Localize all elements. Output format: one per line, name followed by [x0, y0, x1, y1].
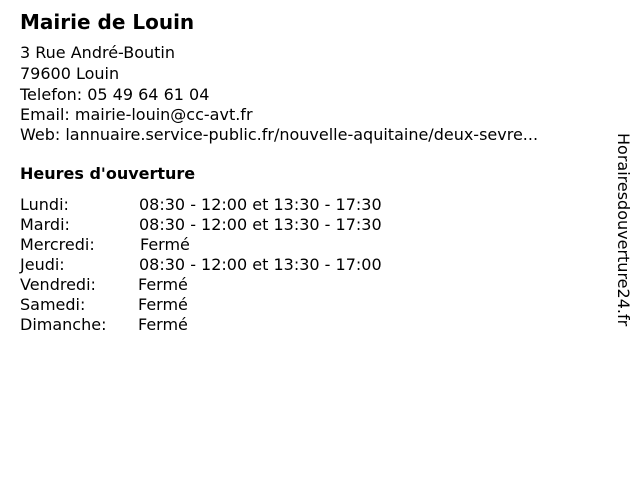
hours-row-monday — [20, 195, 580, 215]
site-watermark — [612, 133, 634, 373]
page-title: Mairie de Louin — [20, 10, 195, 34]
email-text: Email: mairie-louin@cc-avt.fr — [20, 105, 253, 124]
hours-row-wednesday — [20, 235, 580, 255]
address-line-street: 3 Rue André-Boutin — [20, 43, 176, 62]
hours-row-tuesday — [20, 215, 580, 235]
opening-hours-heading: Heures d'ouverture — [20, 164, 196, 183]
day-label: Vendredi: — [20, 275, 96, 294]
day-label: Dimanche: — [20, 315, 107, 334]
hours-row-saturday — [20, 295, 580, 315]
day-label: Mercredi: — [20, 235, 95, 254]
time-value: 08:30 - 12:00 et 13:30 - 17:30 — [139, 195, 382, 214]
day-label: Samedi: — [20, 295, 86, 314]
day-label: Lundi: — [20, 195, 69, 214]
time-value: 08:30 - 12:00 et 13:30 - 17:30 — [139, 215, 382, 234]
time-value: Fermé — [138, 315, 188, 334]
time-value: 08:30 - 12:00 et 13:30 - 17:00 — [139, 255, 382, 274]
time-value: Fermé — [138, 275, 188, 294]
watermark-text: Horairesdouverture24.fr — [614, 133, 633, 327]
day-label: Jeudi: — [20, 255, 65, 274]
time-value: Fermé — [138, 295, 188, 314]
hours-row-friday — [20, 275, 580, 295]
day-label: Mardi: — [20, 215, 70, 234]
hours-row-sunday — [20, 315, 580, 335]
web-link[interactable]: Web: lannuaire.service-public.fr/nouvelle-aquitaine/deux-sevre... — [20, 125, 539, 144]
time-value: Fermé — [140, 235, 190, 254]
hours-row-thursday — [20, 255, 580, 275]
phone-text: Telefon: 05 49 64 61 04 — [20, 85, 210, 104]
address-line-city: 79600 Louin — [20, 64, 120, 83]
